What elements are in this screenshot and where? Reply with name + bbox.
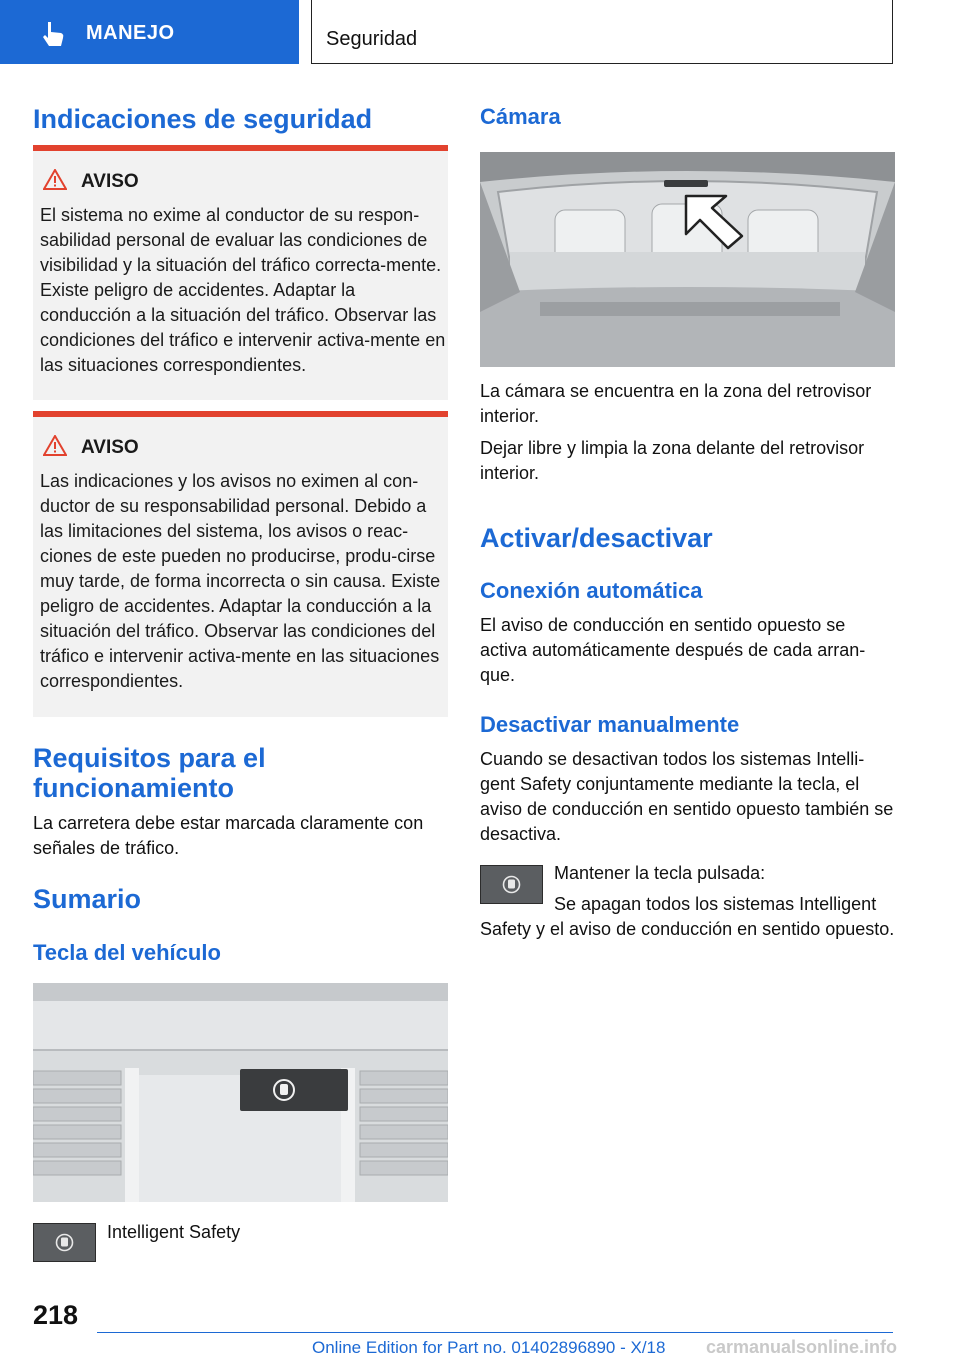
heading-auto-connection: Conexión automática — [480, 578, 703, 603]
heading-safety-notes: Indicaciones de seguridad — [33, 104, 373, 134]
requirements-text: La carretera debe estar marcada claramente con señales de tráfico. — [33, 813, 424, 858]
manual-deactivate-text: Cuando se desactivan todos los sistemas Intelli-gent Safety conjuntamente mediante la tecla, el aviso de conducción en sentido opuesto también se desactiva. — [480, 749, 894, 844]
hand-pointer-icon — [40, 20, 66, 48]
section-tab[interactable] — [0, 0, 299, 64]
footer-rule — [97, 1332, 893, 1333]
section-tab-label: MANEJO — [86, 22, 175, 44]
chapter-title: Seguridad — [326, 28, 418, 50]
auto-connection-text: El aviso de conducción en sentido opuesto se activa automáticamente después de cada arran-que. — [480, 615, 866, 685]
heading-camera: Cámara — [480, 104, 561, 129]
warning-title: AVISO — [81, 171, 139, 192]
camera-location-photo — [480, 152, 895, 367]
deactivation-result-text: Se apagan todos los sistemas Intelligent Safety y el aviso de conducción en sentido opuesto. — [480, 894, 895, 939]
intelligent-safety-key-icon — [33, 1223, 96, 1262]
heading-activate-deactivate: Activar/desactivar — [480, 523, 713, 553]
warning-box-1 — [33, 145, 448, 400]
warning-title: AVISO — [81, 437, 139, 458]
warning-text: Las indicaciones y los avisos no eximen al con-ductor de su responsabilidad personal. Debido a las limitaciones del sistema, los avisos o reac-ciones de este pueden no producirse, produ-cirse muy tarde, de forma incorrecta o sin causa. Existe peligro de accidentes. Adaptar la conducción a la situación del tráfico. Observar las condiciones del tráfico e intervenir activa-mente en las situaciones correspondientes. — [40, 471, 441, 691]
warning-text: El sistema no exime al conductor de su respon-sabilidad personal de evaluar las condiciones de visibilidad y la situación del tráfico correcta-mente. Existe peligro de accidentes. Adaptar la conducción a la situación del tráfico. Observar las condiciones del tráfico e intervenir activa-mente en las situaciones correspondientes. — [40, 205, 446, 375]
heading-requirements: Requisitos para el funcionamiento — [33, 743, 266, 803]
edition-info: Online Edition for Part no. 01402896890 - X/18 — [312, 1338, 666, 1357]
chapter-header — [311, 0, 893, 64]
warning-box-2 — [33, 411, 448, 717]
warning-heading — [43, 435, 139, 459]
heading-summary: Sumario — [33, 884, 142, 914]
vehicle-button-photo — [33, 983, 448, 1202]
key-label: Intelligent Safety — [107, 1222, 241, 1242]
watermark: carmanualsonline.info — [706, 1337, 898, 1357]
page-number: 218 — [33, 1300, 79, 1330]
camera-clean-text: Dejar libre y limpia la zona delante del retrovisor interior. — [480, 438, 865, 483]
camera-location-text: La cámara se encuentra en la zona del retrovisor interior. — [480, 381, 872, 426]
heading-vehicle-key: Tecla del vehículo — [33, 940, 221, 965]
warning-triangle-icon — [43, 435, 67, 456]
heading-manual-deactivate: Desactivar manualmente — [480, 712, 740, 737]
warning-heading — [43, 169, 139, 193]
warning-triangle-icon — [43, 169, 67, 190]
hold-key-instruction: Mantener la tecla pulsada: — [554, 863, 766, 883]
